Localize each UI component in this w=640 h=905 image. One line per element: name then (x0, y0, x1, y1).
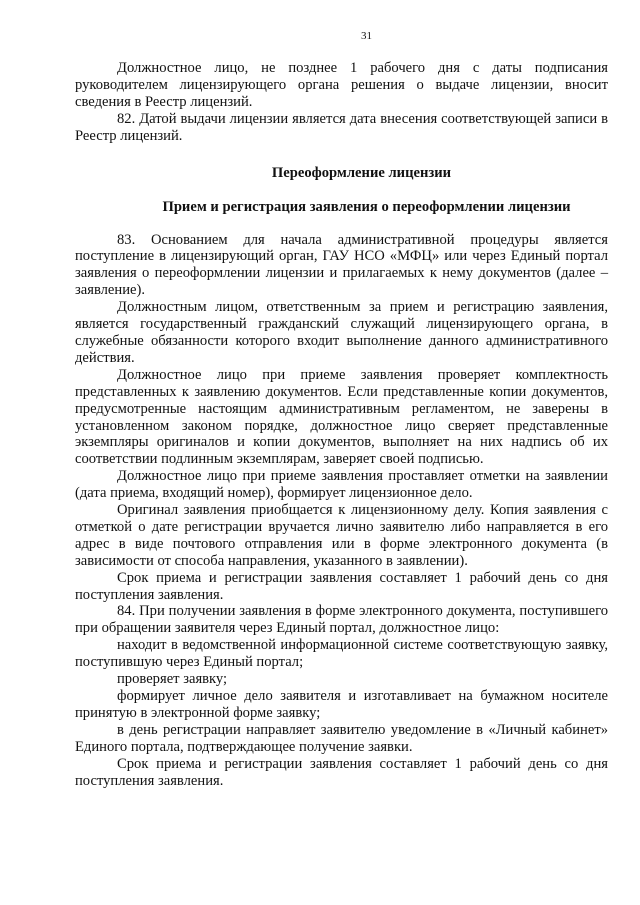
list-item: формирует личное дело заявителя и изготавливает на бумажном носителе принятую в электронной форме заявку; (75, 688, 608, 721)
document-page (75, 28, 608, 888)
list-item: в день регистрации направляет заявителю уведомление в «Личный кабинет» Единого портала, подтверждающее получение заявки. (75, 721, 608, 755)
paragraph-82: 82. Датой выдачи лицензии является дата внесения соответствующей записи в Реестр лицензий. (75, 110, 608, 144)
paragraph: Должностное лицо при приеме заявления проставляет отметки на заявлении (дата приема, входящий номер), формирует лицензионное дело. (75, 468, 608, 502)
list-item: проверяет заявку; (117, 671, 228, 688)
page-number: 31 (361, 30, 372, 42)
paragraph-84: 84. При получении заявления в форме электронного документа, поступившего при обращении заявителя через Единый портал, должностное лицо: (75, 603, 608, 637)
paragraph: Срок приема и регистрации заявления составляет 1 рабочий день со дня поступления заявления. (75, 755, 608, 789)
paragraph: Срок приема и регистрации заявления составляет 1 рабочий день со дня поступления заявления. (75, 569, 608, 603)
paragraph-83: 83. Основанием для начала административной процедуры является поступление в лицензирующий орган, ГАУ НСО «МФЦ» или через Единый портал заявления о переоформлении лицензии и прилагаемых к нему документов (далее – заявление). (75, 231, 608, 299)
paragraph: Должностным лицом, ответственным за прием и регистрацию заявления, является государственный гражданский служащий лицензирующего органа, в служебные обязанности которого входит выполнение данного административного действия. (75, 299, 608, 366)
subsection-heading: Прием и регистрация заявления о переоформлении лицензии (162, 198, 571, 215)
list-item: находит в ведомственной информационной системе соответствующую заявку, поступившую через Единый портал; (75, 637, 608, 671)
paragraph: Должностное лицо при приеме заявления проверяет комплектность представленных к заявлению документов. Если представленные копии документов, предусмотренные настоящим административным регламентом, не заверены в установленном законом порядке, должностное лицо сверяет представленные экземпляры оригиналов и копии документов, выполняет на них надпись об их соответствии подлинным экземплярам, заверяет своей подписью. (75, 366, 608, 468)
section-heading: Переоформление лицензии (271, 164, 452, 181)
paragraph: Должностное лицо, не позднее 1 рабочего дня с даты подписания руководителем лицензирующего органа решения о выдаче лицензии, вносит сведения в Реестр лицензий. (75, 60, 608, 110)
paragraph: Оригинал заявления приобщается к лицензионному делу. Копия заявления с отметкой о дате регистрации вручается лично заявителю либо направляется в его адрес в виде почтового отправления или в форме электронного документа (в зависимости от способа направления, указанного в заявлении). (75, 502, 608, 569)
